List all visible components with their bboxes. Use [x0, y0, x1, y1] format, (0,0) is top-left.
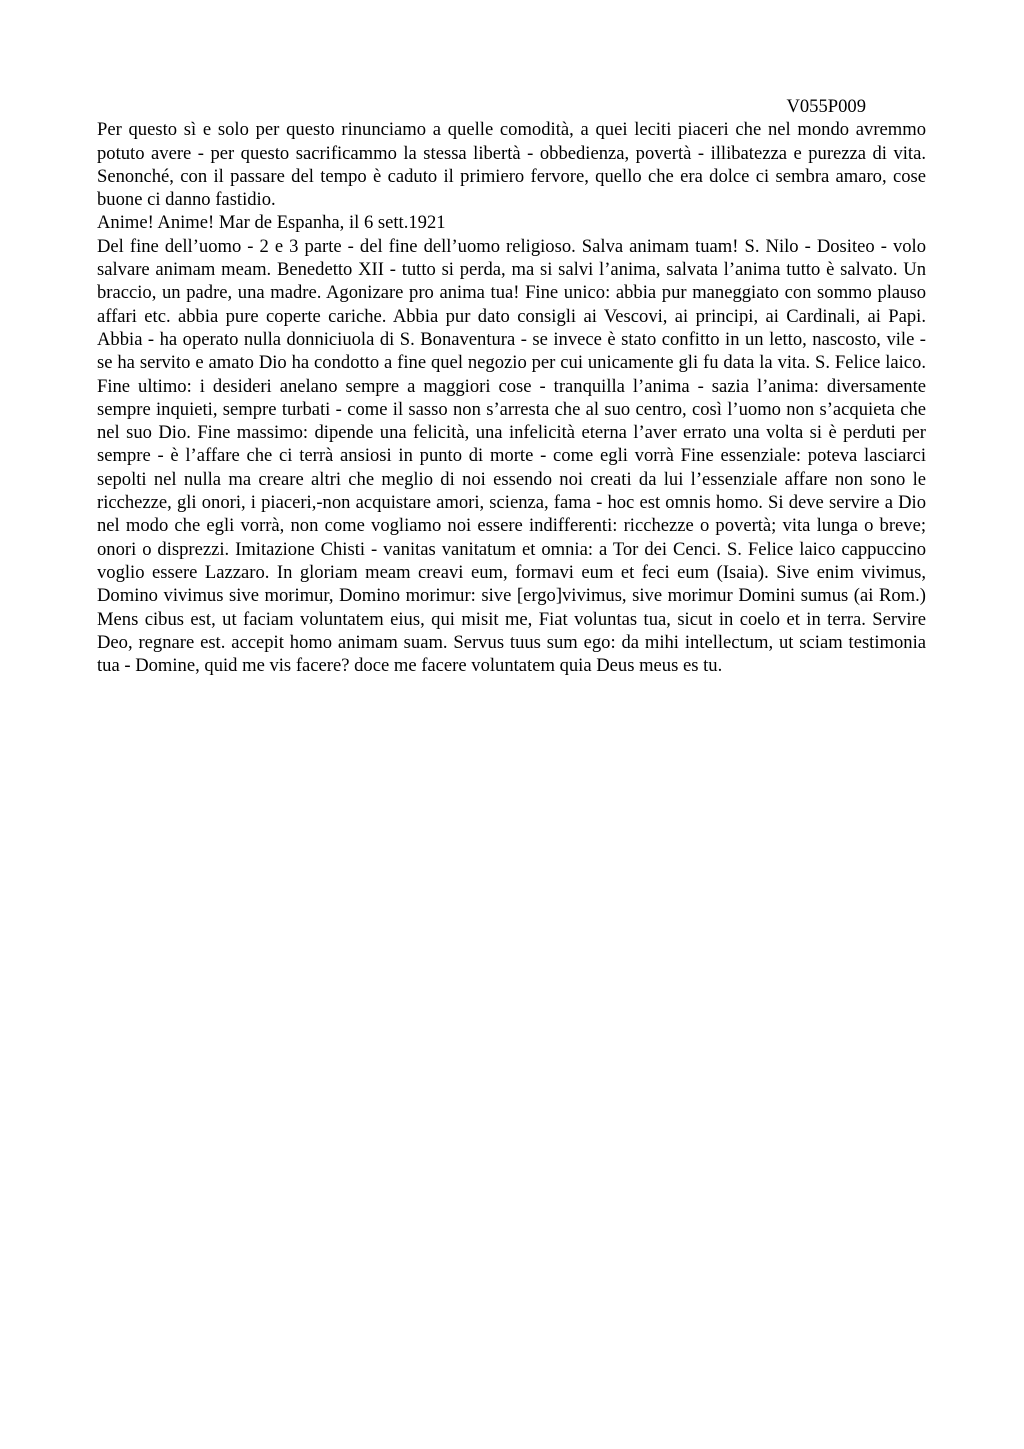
paragraph-fine-uomo: Del fine dell’uomo - 2 e 3 parte - del fine dell’uomo religioso. Salva animam tuam! S. Nilo - Dositeo - volo salvare animam meam. Benedetto XII - tutto si perda, ma si salvi l’anima, salvata l’anima tutto è salvato. Un braccio, un padre, una madre. Agonizare pro anima tua! Fine unico: abbia pur maneggiato con sommo plauso affari etc. abbia pure coperte cariche. Abbia pur dato consigli ai Vescovi, ai principi, ai Cardinali, ai Papi. Abbia - ha operato nulla donniciuola di S. Bonaventura - se invece è stato confitto in un letto, nascosto, vile - se ha servito e amato Dio ha condotto a fine quel negozio per cui unicamente gli fu data la vita. S. Felice laico. Fine ultimo: i desideri anelano sempre a maggiori cose - tranquilla l’anima - sazia l’anima: diversamente sempre inquieti, sempre turbati - come il sasso non s’arresta che al suo centro, così l’uomo non s’acquieta che nel suo Dio. Fine massimo: dipende una felicità, una infelicità eterna l’aver errato una volta si è perduti per sempre - è l’affare che ci terrà ansiosi in punto di morte - come egli vorrà Fine essenziale: poteva lasciarci sepolti nel nulla ma creare altri che meglio di noi essendo noi creati da lui l’essenziale affare non sono le ricchezze, gli onori, i piaceri,-non acquistare amori, scienza, fama - hoc est omnis homo. Si deve servire a Dio nel modo che egli vorrà, non come vogliamo noi essere indifferenti: ricchezze o povertà; vita lunga o breve; onori o disprezzi. Imitazione Chisti - vanitas vanitatum et omnia: a Tor dei Cenci. S. Felice laico cappuccino voglio essere Lazzaro. In gloriam meam creavi eum, formavi eum et feci eum (Isaia). Sive enim vivimus, Domino vivimus sive morimur, Domino morimur: sive [ergo]vivimus, sive morimur Domini sumus (ai Rom.) Mens cibus est, ut faciam voluntatem eius, qui misit me, Fiat voluntas tua, sicut in coelo et in terra. Servire Deo, regnare est. accepit homo animam suam. Servus tuus sum ego: da mihi intellectum, ut sciam testimonia tua - Domine, quid me vis facere? doce me facere voluntatem quia Deus meus es tu. — [97, 235, 926, 677]
document-page — [97, 95, 926, 677]
section-heading: Anime! Anime! Mar de Espanha, il 6 sett.1921 — [97, 212, 446, 234]
paragraph-sacrifice: Per questo sì e solo per questo rinunciamo a quelle comodità, a quei leciti piaceri che nel mondo avremmo potuto avere - per questo sacrificammo la stessa libertà - obbedienza, povertà - illibatezza e purezza di vita. Senonché, con il passare del tempo è caduto il primiero fervore, quello che era dolce ci sembra amaro, cose buone ci danno fastidio. — [97, 119, 926, 211]
page-code: V055P009 — [786, 96, 866, 117]
